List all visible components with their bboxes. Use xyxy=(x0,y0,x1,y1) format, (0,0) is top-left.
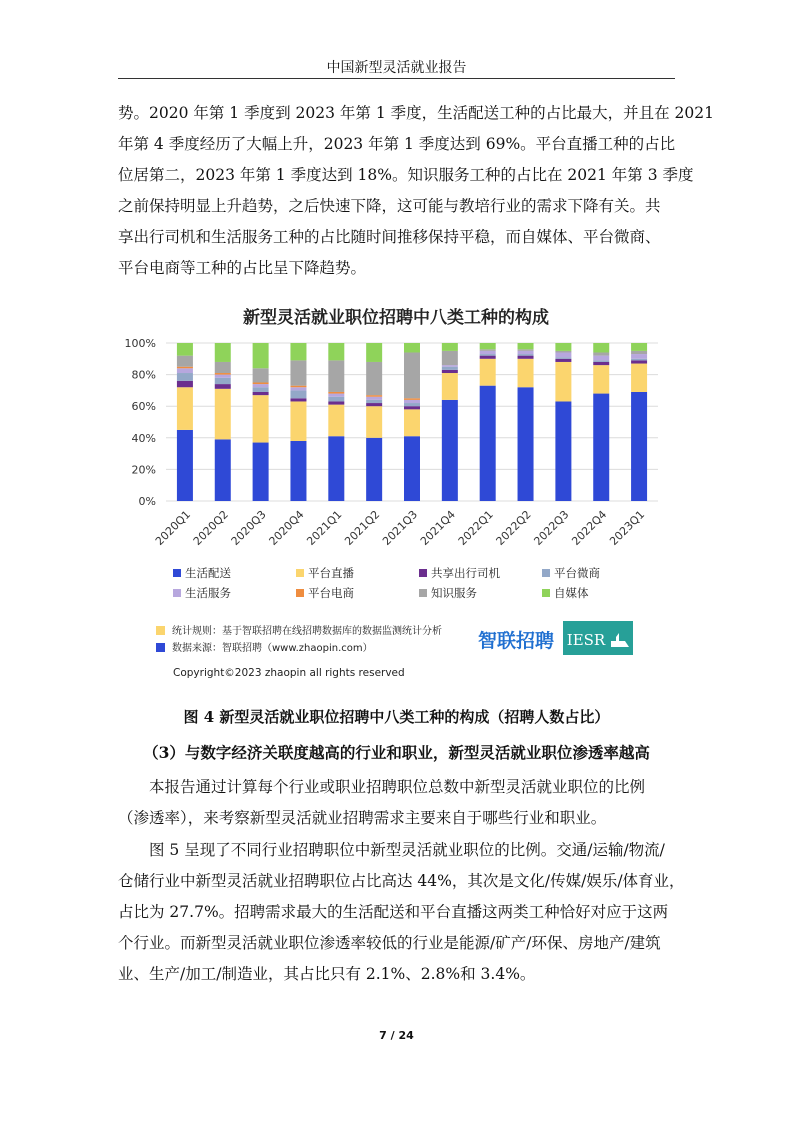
figure-caption: 图 4 新型灵活就业职位招聘中八类工种的构成（招聘人数占比） xyxy=(183,708,610,726)
bar-segment xyxy=(442,365,458,367)
para3-line: 业、生产/加工/制造业，其占比只有 2.1%、2.8%和 3.4%。 xyxy=(118,965,536,983)
y-tick-label: 100% xyxy=(124,337,156,350)
x-tick-label: 2021Q4 xyxy=(417,507,458,548)
bar-segment xyxy=(328,360,344,392)
x-tick-label: 2020Q3 xyxy=(228,507,269,548)
bar-segment xyxy=(555,351,571,353)
x-tick-label: 2021Q3 xyxy=(380,507,421,548)
bar-segment xyxy=(631,343,647,351)
bar-segment xyxy=(215,439,231,501)
bar-segment xyxy=(518,354,534,356)
bar-segment xyxy=(555,401,571,501)
para2-line: 本报告通过计算每个行业或职业招聘职位总数中新型灵活就业职位的比例 xyxy=(149,778,646,796)
bar-segment xyxy=(215,343,231,362)
bar-segment xyxy=(480,349,496,351)
bar-segment xyxy=(290,387,306,390)
intro-line: 势。2020 年第 1 季度到 2023 年第 1 季度，生活配送工种的占比最大，并且在 2021 xyxy=(118,104,714,122)
para2-line: （渗透率），来考察新型灵活就业招聘需求主要来自于哪些行业和职业。 xyxy=(118,809,607,827)
iesr-logo-text: IESR xyxy=(566,631,606,649)
legend-swatch xyxy=(296,569,304,577)
bar-segment xyxy=(518,351,534,354)
bar-segment xyxy=(290,398,306,401)
bar-segment xyxy=(328,392,344,394)
bar-segment xyxy=(593,394,609,501)
bar-segment xyxy=(518,359,534,387)
x-tick-label: 2022Q3 xyxy=(531,507,572,548)
legend-swatch xyxy=(296,589,304,597)
bar-segment xyxy=(404,352,420,398)
bar-segment xyxy=(366,397,382,400)
para3-line: 仓储行业中新型灵活就业招聘职位占比高达 44%，其次是文化/传媒/娱乐/体育业， xyxy=(118,872,685,890)
header-divider xyxy=(118,78,675,79)
bar-segment xyxy=(631,354,647,359)
paragraph-penetration-method xyxy=(118,772,675,834)
bar-segment xyxy=(177,387,193,430)
bar-segment xyxy=(593,356,609,361)
bar-segment xyxy=(290,390,306,398)
bar-segment xyxy=(253,384,269,387)
y-tick-label: 20% xyxy=(131,463,156,477)
legend-label: 自媒体 xyxy=(554,586,589,600)
bar-segment xyxy=(631,392,647,501)
bar-segment xyxy=(366,406,382,438)
bar-segment xyxy=(593,362,609,365)
y-tick-label: 0% xyxy=(138,495,156,508)
bar-segment xyxy=(366,400,382,403)
bar-segment xyxy=(480,351,496,354)
para3-line: 占比为 27.7%。招聘需求最大的生活配送和平台直播这两类工种恰好对应于这两 xyxy=(118,903,669,921)
intro-line: 位居第二，2023 年第 1 季度达到 18%。知识服务工种的占比在 2021 年第 3 季度 xyxy=(118,166,694,184)
bar-segment xyxy=(366,438,382,501)
legend-swatch xyxy=(419,569,427,577)
bar-segment xyxy=(404,403,420,406)
bar-segment xyxy=(328,436,344,501)
legend-label: 平台直播 xyxy=(308,566,354,580)
bar-segment xyxy=(366,362,382,395)
bar-segment xyxy=(404,343,420,352)
bar-segment xyxy=(253,395,269,442)
bar-segment xyxy=(177,367,193,369)
bar-segment xyxy=(290,360,306,385)
para3-line: 个行业。而新型灵活就业职位渗透率较低的行业是能源/矿产/环保、房地产/建筑 xyxy=(118,934,661,952)
bar-segment xyxy=(215,378,231,384)
legend-label: 知识服务 xyxy=(431,586,477,600)
bar-segment xyxy=(177,373,193,381)
bar-segment xyxy=(215,384,231,389)
x-tick-label: 2022Q1 xyxy=(455,507,496,548)
bar-segment xyxy=(631,364,647,392)
bar-segment xyxy=(215,362,231,373)
bar-segment xyxy=(404,406,420,409)
bar-segment xyxy=(253,383,269,385)
page-number: 7 / 24 xyxy=(379,1029,414,1042)
x-tick-label: 2020Q4 xyxy=(266,507,307,548)
bar-segment xyxy=(480,359,496,386)
bar-segment xyxy=(366,343,382,362)
stacked-bar-chart xyxy=(118,295,675,685)
bar-segment xyxy=(253,443,269,501)
y-tick-label: 80% xyxy=(131,368,156,382)
bar-segment xyxy=(480,356,496,359)
bar-segment xyxy=(555,357,571,359)
data-source-text: 数据来源：智联招聘（www.zhaopin.com） xyxy=(172,643,373,654)
intro-paragraph xyxy=(118,98,714,284)
bar-segment xyxy=(631,359,647,361)
bar-segment xyxy=(290,343,306,360)
legend-swatch xyxy=(542,569,550,577)
page-header-title: 中国新型灵活就业报告 xyxy=(326,60,467,76)
bar-segment xyxy=(177,381,193,387)
copyright-text: Copyright©2023 zhaopin all rights reserved xyxy=(173,667,405,679)
bar-segment xyxy=(253,392,269,395)
intro-line: 享出行司机和生活服务工种的占比随时间推移保持平稳，而自媒体、平台微商、 xyxy=(118,228,661,246)
bar-segment xyxy=(442,400,458,501)
bar-segment xyxy=(555,362,571,402)
legend-swatch xyxy=(173,569,181,577)
bar-segment xyxy=(290,441,306,501)
bar-segment xyxy=(631,360,647,363)
bar-segment xyxy=(593,352,609,355)
bar-segment xyxy=(518,349,534,351)
x-tick-label: 2021Q1 xyxy=(304,507,345,548)
bar-segment xyxy=(328,394,344,397)
bar-segment xyxy=(555,343,571,351)
intro-line: 之前保持明显上升趋势，之后快速下降，这可能与教培行业的需求下降有关。共 xyxy=(118,197,661,215)
bar-segment xyxy=(404,398,420,400)
bar-segment xyxy=(480,343,496,349)
legend-label: 生活服务 xyxy=(185,586,231,600)
bar-segment xyxy=(177,343,193,356)
paragraph-figure5-summary xyxy=(118,835,685,990)
legend-swatch xyxy=(173,589,181,597)
chart-title: 新型灵活就业职位招聘中八类工种的构成 xyxy=(243,308,549,328)
stats-rule-marker xyxy=(156,626,165,635)
bar-segment xyxy=(442,370,458,373)
x-tick-label: 2022Q4 xyxy=(569,507,610,548)
bar-segment xyxy=(290,386,306,388)
bar-segment xyxy=(442,373,458,400)
bar-segment xyxy=(253,387,269,392)
bar-segment xyxy=(404,400,420,403)
legend-swatch xyxy=(542,589,550,597)
bar-segment xyxy=(366,403,382,406)
data-source-marker xyxy=(156,643,165,652)
bar-segment xyxy=(215,373,231,375)
bar-segment xyxy=(631,351,647,354)
bar-segment xyxy=(177,430,193,501)
x-tick-label: 2023Q1 xyxy=(607,507,648,548)
bar-segment xyxy=(442,367,458,370)
bar-segment xyxy=(215,375,231,378)
legend-label: 平台电商 xyxy=(308,586,354,600)
legend-label: 共享出行司机 xyxy=(431,566,500,580)
x-tick-label: 2021Q2 xyxy=(342,507,383,548)
x-tick-label: 2020Q2 xyxy=(190,507,231,548)
legend-label: 生活配送 xyxy=(185,566,231,580)
bar-segment xyxy=(555,359,571,362)
bar-segment xyxy=(215,389,231,440)
zhaopin-logo: 智联招聘 xyxy=(478,630,555,652)
bar-segment xyxy=(177,356,193,367)
bar-segment xyxy=(404,436,420,501)
section-subheading: （3）与数字经济关联度越高的行业和职业，新型灵活就业职位渗透率越高 xyxy=(143,743,650,762)
y-tick-label: 40% xyxy=(131,431,156,445)
bar-segment xyxy=(593,365,609,393)
legend-label: 平台微商 xyxy=(554,566,600,580)
bar-segment xyxy=(518,387,534,501)
bar-segment xyxy=(555,352,571,357)
bar-segment xyxy=(328,405,344,437)
y-tick-label: 60% xyxy=(131,400,156,414)
stats-rule-text: 统计规则：基于智联招聘在线招聘数据库的数据监测统计分析 xyxy=(172,626,442,637)
bar-segment xyxy=(328,401,344,404)
bar-segment xyxy=(404,409,420,436)
intro-line: 年第 4 季度经历了大幅上升，2023 年第 1 季度达到 69%。平台直播工种的占比 xyxy=(118,135,676,153)
bar-segment xyxy=(442,351,458,365)
legend-swatch xyxy=(419,589,427,597)
bar-segment xyxy=(593,360,609,362)
para3-line: 图 5 呈现了不同行业招聘职位中新型灵活就业职位的比例。交通/运输/物流/ xyxy=(149,841,665,859)
bar-segment xyxy=(328,397,344,402)
bar-segment xyxy=(518,343,534,349)
intro-line: 平台电商等工种的占比呈下降趋势。 xyxy=(118,259,367,277)
bar-segment xyxy=(290,401,306,441)
bar-segment xyxy=(177,368,193,373)
x-tick-label: 2020Q1 xyxy=(152,507,194,548)
bar-segment xyxy=(328,343,344,360)
bar-segment xyxy=(593,343,609,352)
bar-segment xyxy=(518,356,534,359)
bar-segment xyxy=(366,395,382,397)
bar-segment xyxy=(480,386,496,501)
bar-segment xyxy=(253,343,269,368)
bar-segment xyxy=(442,343,458,351)
bar-segment xyxy=(480,354,496,356)
x-tick-label: 2022Q2 xyxy=(493,507,534,548)
bar-segment xyxy=(253,368,269,382)
